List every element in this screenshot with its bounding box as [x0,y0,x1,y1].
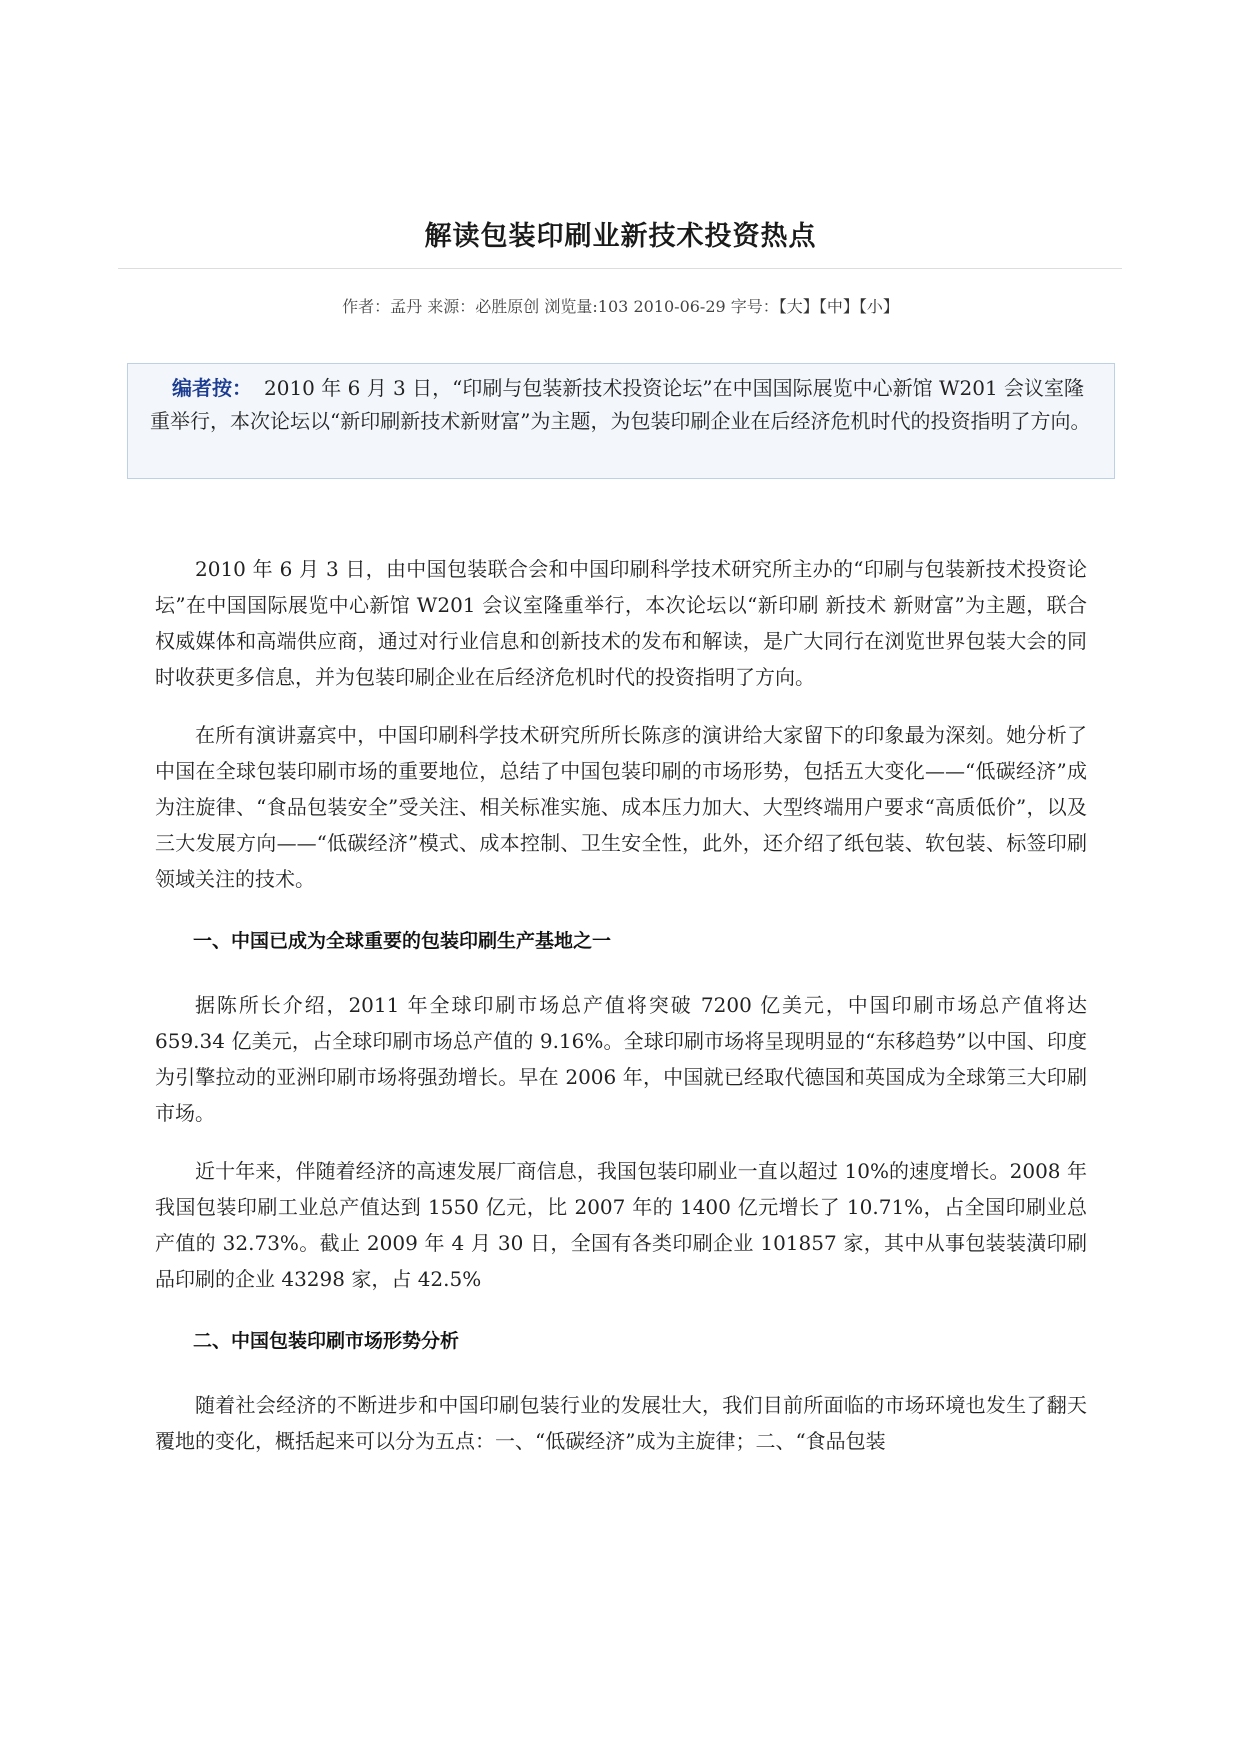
article-body [155,551,1087,1481]
author-label: 作者： [342,297,391,316]
views-label: 浏览量: [544,297,598,316]
article-paragraph-1: 2010 年 6 月 3 日，由中国包装联合会和中国印刷科学技术研究所主办的“印刷与包装新技术投资论坛”在中国国际展览中心新馆 W201 会议室隆重举行，本次论坛以“新印刷 新技术 新财富”为主题，联合权威媒体和高端供应商，通过对行业信息和创新技术的发布和解读，是广大同行在浏览世界包装大会的同时收获更多信息，并为包装印刷企业在后经济危机时代的投资指明了方向。 [155,557,1087,689]
author-name: 孟丹 [390,297,423,316]
section-heading-1: 一、中国已成为全球重要的包装印刷生产基地之一 [193,930,612,952]
source-label: 来源： [427,297,476,316]
article-paragraph-2: 在所有演讲嘉宾中，中国印刷科学技术研究所所长陈彦的演讲给大家留下的印象最为深刻。她分析了中国在全球包装印刷市场的重要地位，总结了中国包装印刷的市场形势，包括五大变化——“低碳经济”成为注旋律、“食品包装安全”受关注、相关标准实施、成本压力加大、大型终端用户要求“高质低价”，以及三大发展方向——“低碳经济”模式、成本控制、卫生安全性，此外，还介绍了纸包装、软包装、标签印刷领域关注的技术。 [155,723,1087,891]
section-heading-2: 二、中国包装印刷市场形势分析 [193,1330,460,1352]
editor-note-box [127,363,1115,479]
page-title: 解读包装印刷业新技术投资热点 [424,221,817,253]
article-paragraph-4: 近十年来，伴随着经济的高速发展厂商信息，我国包装印刷业一直以超过 10%的速度增长。2008 年我国包装印刷工业总产值达到 1550 亿元，比 2007 年的 1400 亿元增长了 10.71%，占全国印刷业总产值的 32.73%。截止 2009 年 4 月 30 日，全国有各类印刷企业 101857 家，其中从事包装装潢印刷品印刷的企业 43298 家，占 42.5% [155,1159,1087,1291]
source-name: 必胜原创 [475,297,540,316]
editor-note-text: 2010 年 6 月 3 日，“印刷与包装新技术投资论坛”在中国国际展览中心新馆 W201 会议室隆重举行，本次论坛以“新印刷新技术新财富”为主题，为包装印刷企业在后经济危机时代的投资指明了方向。 [150,376,1091,433]
editor-note-label: 编者按： [172,376,252,400]
font-size-medium-link[interactable]: 【中】 [818,297,859,316]
title-divider [118,268,1122,269]
views-count: 103 [597,297,629,316]
font-size-small-link[interactable]: 【小】 [858,297,899,316]
font-size-large-link[interactable]: 【大】 [778,297,819,316]
font-size-label: 字号： [730,297,779,316]
publish-date: 2010-06-29 [633,297,726,316]
article-paragraph-3: 据陈所长介绍，2011 年全球印刷市场总产值将突破 7200 亿美元，中国印刷市场总产值将达 659.34 亿美元，占全球印刷市场总产值的 9.16%。全球印刷市场将呈现明显的“东移趋势”以中国、印度为引擎拉动的亚洲印刷市场将强劲增长。早在 2006 年，中国就已经取代德国和英国成为全球第三大印刷市场。 [155,993,1087,1125]
article-paragraph-5: 随着社会经济的不断进步和中国印刷包装行业的发展壮大，我们目前所面临的市场环境也发生了翻天覆地的变化，概括起来可以分为五点：一、“低碳经济”成为主旋律；二、“食品包装 [155,1393,1087,1453]
article-meta [0,294,1241,317]
